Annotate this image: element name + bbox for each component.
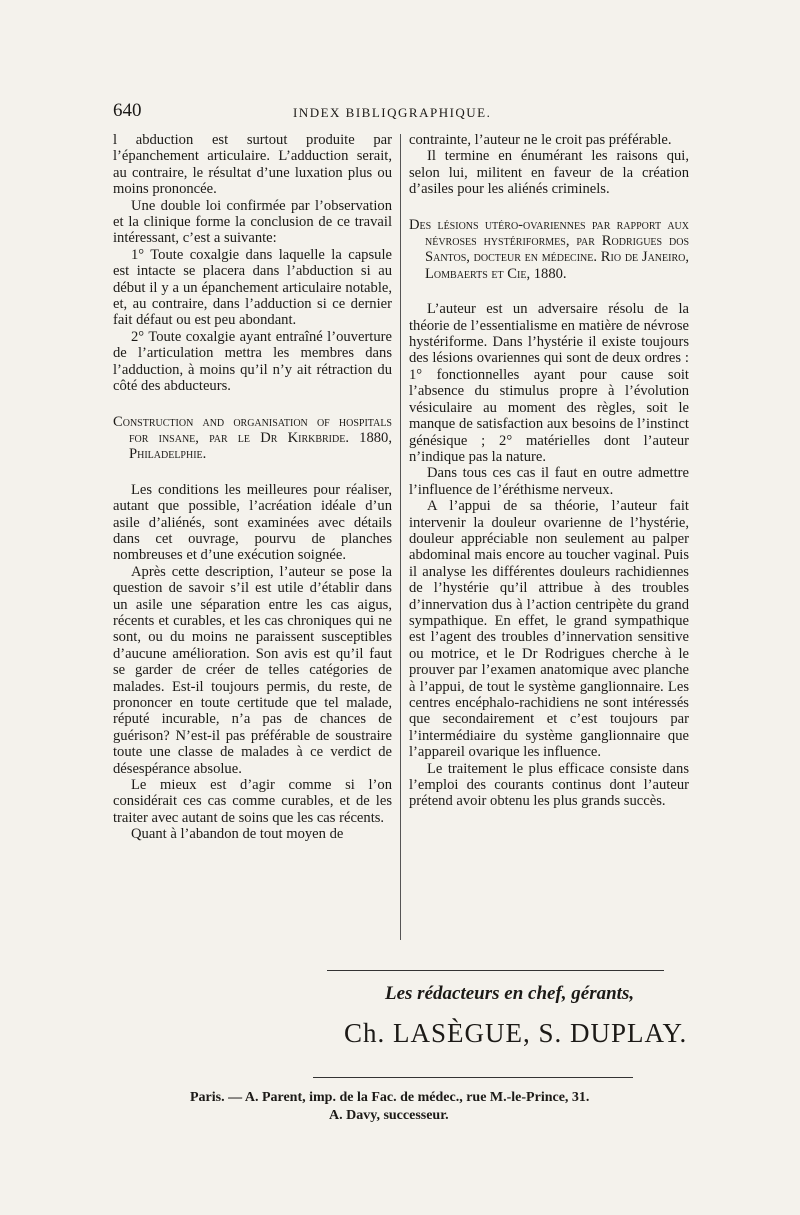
left-entry-title: Construction and organisation of hospitals for insane, par le Dr Kirkbride. 1880, Philadelphie. xyxy=(113,413,392,463)
page-number: 640 xyxy=(113,100,142,121)
right-column xyxy=(409,132,689,810)
left-paragraph-4: 2° Toute coxalgie ayant entraîné l’ouverture de l’articulation mettra les membres dans l’adduction, à moins qu’il n’y ait rétraction du côté des abducteurs. xyxy=(113,328,392,395)
left-column xyxy=(113,132,392,843)
right-paragraph-2: Il termine en énumérant les raisons qui, selon lui, militent en faveur de la création d’asiles pour les aliénés criminels. xyxy=(409,148,689,198)
page-header xyxy=(113,100,690,126)
right-paragraph-1: contrainte, l’auteur ne le croit pas préférable. xyxy=(409,132,672,148)
footer-rule-bottom xyxy=(313,1077,633,1078)
left-paragraph-8: Quant à l’abandon de tout moyen de xyxy=(131,826,344,843)
imprint-line-1: Paris. — A. Parent, imp. de la Fac. de médec., rue M.-le-Prince, 31. xyxy=(190,1090,590,1105)
left-paragraph-1: l abduction est surtout produite par l’épanchement articulaire. L’adduction serait, au contraire, le résultat d’une luxation plus ou moins prononcée. xyxy=(113,132,392,198)
left-paragraph-2: Une double loi confirmée par l’observation et la clinique forme la conclusion de ce travail intéressant, c’est a suivante: xyxy=(113,197,392,247)
right-paragraph-4: Dans tous ces cas il faut en outre admettre l’influence de l’éréthisme nerveux. xyxy=(409,465,689,498)
editors-line: Les rédacteurs en chef, gérants, xyxy=(385,983,635,1004)
column-divider xyxy=(400,134,401,940)
right-paragraph-5: A l’appui de sa théorie, l’auteur fait intervenir la douleur ovarienne de l’hystérie, douleur appréciable non seulement au palper abdominal mais encore au toucher vaginal. Puis il analyse les différentes douleurs rachidiennes de l’hystérie qu’il attribue à des troubles d’innervation dus à l’action centripète du grand sympathique. En effet, le grand sympathique est l’agent des troubles d’innervation sensitive ou motrice, et le Dr Rodrigues cherche à le prouver par l’examen anatomique avec planche à l’appui, de tout le système ganglionnaire. Les centres encéphalo-rachidiens ne sont intéressés que secondairement et c’est toujours par l’intermédiaire du système ganglionnaire que l’appareil ovarique les influence. xyxy=(409,498,689,761)
left-paragraph-6: Après cette description, l’auteur se pose la question de savoir s’il est utile d’établir dans un asile une séparation entre les cas aigus, récents et curables, et les cas chroniques qui ne sont, ou du moins ne paraissent susceptibles d’aucune amélioration. Son avis est qu’il faut se garder de créer de telles catégories de malades. Est-il toujours permis, du reste, de prononcer en toute certitude que tel malade, réputé incurable, n’a pas de chances de guérison? N’est-il pas préférable de soustraire toute une classe de malades à ce verdict de désespérance absolue. xyxy=(113,563,392,777)
right-paragraph-6: Le traitement le plus efficace consiste dans l’emploi des courants continus dont l’auteur prétend avoir obtenu les plus grands succès. xyxy=(409,760,689,810)
right-paragraph-3: L’auteur est un adversaire résolu de la théorie de l’essentialisme en matière de névrose hystériforme. Dans l’hystérie il existe toujours des lésions ovariennes qui sont de deux ordres : 1° fonctionnelles ayant pour cause soit l’absence du stimulus propre à l’évolution vésiculaire au moment des règles, soit le manque de satisfaction aux besoins de l’instinct génésique ; 2° matérielles dont l’auteur n’indique pas la nature. xyxy=(409,301,689,465)
imprint-line-2: A. Davy, successeur. xyxy=(329,1108,449,1123)
right-entry-title: Des lésions utéro-ovariennes par rapport aux névroses hystériformes, par Rodrigues dos Santos, docteur en médecine. Rio de Janeiro, Lombaerts et Cie, 1880. xyxy=(409,216,689,282)
footer-rule-top xyxy=(327,970,664,971)
left-paragraph-7: Le mieux est d’agir comme si l’on considérait ces cas comme curables, et de les traiter avec autant de soins que les cas récents. xyxy=(113,777,392,826)
editor-names: Ch. LASÈGUE, S. DUPLAY. xyxy=(344,1018,688,1048)
running-title: INDEX BIBLIQGRAPHIQUE. xyxy=(293,105,492,120)
left-paragraph-5: Les conditions les meilleures pour réaliser, autant que possible, l’acréation idéale d’un asile d’aliénés, sont examinées avec détails dans cet ouvrage, pourvu de planches nombreuses et d’une exécution soignée. xyxy=(113,481,392,564)
left-paragraph-3: 1° Toute coxalgie dans laquelle la capsule est intacte se placera dans l’abduction si au début il y a un épanchement articulaire notable, et, au contraire, dans l’adduction si ce dernier fait défaut ou est peu abondant. xyxy=(113,246,392,329)
